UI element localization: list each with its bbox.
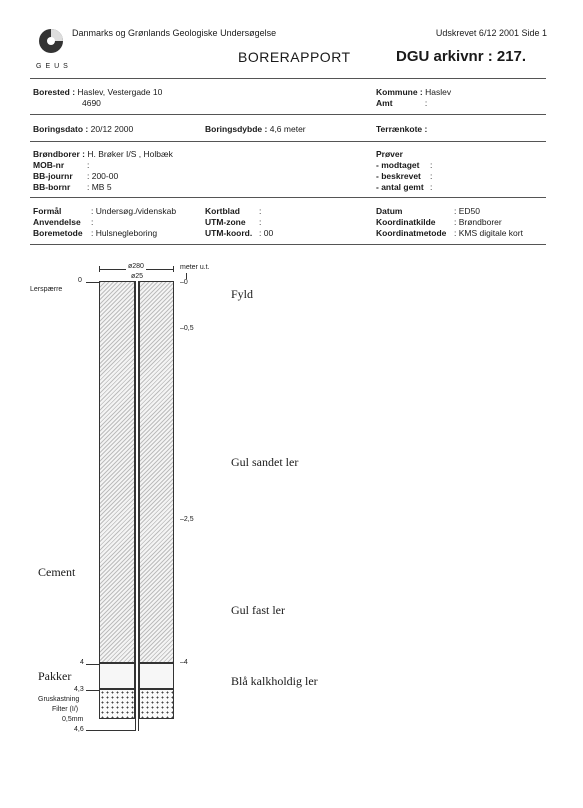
koordinatmetode-row: Koordinatmetode : KMS digitale kort xyxy=(376,228,523,238)
report-title: BORERAPPORT xyxy=(238,49,351,65)
filter-left-column xyxy=(99,689,135,719)
left-depth-4: 4 xyxy=(80,659,84,666)
filter-size-label: 0,5mm xyxy=(62,716,84,723)
mob-row: MOB-nr : xyxy=(33,160,90,170)
left-depth-4-6: 4,6 xyxy=(74,726,84,733)
bornr-row: BB-bornr : MB 5 xyxy=(33,182,112,192)
prover-label: Prøver xyxy=(376,149,403,159)
cement-right-column xyxy=(139,281,174,663)
bracket-end xyxy=(173,266,174,272)
geus-logo-icon xyxy=(38,28,64,54)
divider xyxy=(30,197,546,198)
boringsdybde-row: Boringsdybde : 4,6 meter xyxy=(205,124,306,134)
layer-gul-fast-ler: Gul fast ler xyxy=(231,603,285,617)
formal-row: Formål : Undersøg./videnskab xyxy=(33,206,177,216)
tick xyxy=(86,664,99,665)
antal-gemt-row: - antal gemt : xyxy=(376,182,433,192)
organisation-name: Danmarks og Grønlands Geologiske Undersøgelse xyxy=(72,28,277,38)
divider xyxy=(30,244,546,245)
logo-text: GEUS xyxy=(36,63,72,70)
datum-row: Datum : ED50 xyxy=(376,206,480,216)
divider xyxy=(30,78,546,79)
boremetode-row: Boremetode : Hulsnegleboring xyxy=(33,228,158,238)
terraenkote-row: Terrænkote : xyxy=(376,124,428,134)
scale-tick-0: –0 xyxy=(180,279,188,286)
cement-left-column xyxy=(99,281,135,663)
borested-row: Borested : Haslev, Vestergade 10 xyxy=(33,87,163,97)
kommune-row: Kommune : Haslev xyxy=(376,87,452,97)
amt-row: Amt : xyxy=(376,98,428,108)
layer-bla-kalkholdig-ler: Blå kalkholdig ler xyxy=(231,674,318,688)
filter-label: Filter (I/) xyxy=(52,706,79,713)
brondborer-row: Brøndborer : H. Brøker I/S , Holbæk xyxy=(33,149,173,159)
layer-gul-sandet-ler: Gul sandet ler xyxy=(231,455,299,469)
inner-diameter-label: ø25 xyxy=(131,273,144,280)
layer-fyld: Fyld xyxy=(231,287,254,301)
journr-row: BB-journr : 200-00 xyxy=(33,171,119,181)
left-depth-0: 0 xyxy=(78,277,82,284)
scale-tick-0-5: –0,5 xyxy=(180,325,194,332)
archive-number: DGU arkivnr : 217. xyxy=(396,48,527,65)
pakker-left-column xyxy=(99,663,135,689)
modtaget-row: - modtaget : xyxy=(376,160,433,170)
utm-zone-row: UTM-zone : xyxy=(205,217,262,227)
pakker-right-column xyxy=(139,663,174,689)
utm-koord-row: UTM-koord. : 00 xyxy=(205,228,274,238)
postnr: 4690 xyxy=(82,98,101,108)
print-info: Udskrevet 6/12 2001 Side 1 xyxy=(435,28,547,38)
tick xyxy=(86,282,99,283)
outer-diameter-label: ø280 xyxy=(128,263,144,270)
gruskastning-label: Gruskastning xyxy=(38,696,80,703)
left-depth-4-3: 4,3 xyxy=(74,686,84,693)
divider xyxy=(30,141,546,142)
casing-pipe xyxy=(135,281,139,731)
cement-label: Cement xyxy=(38,565,76,579)
divider xyxy=(30,114,546,115)
kortblad-row: Kortblad : xyxy=(205,206,262,216)
scale-tick-2-5: –2,5 xyxy=(180,516,194,523)
tick xyxy=(86,730,136,731)
anvendelse-row: Anvendelse : xyxy=(33,217,94,227)
meter-label: meter u.t. xyxy=(180,264,210,271)
scale-tick-4: –4 xyxy=(180,659,188,666)
beskrevet-row: - beskrevet : xyxy=(376,171,433,181)
pakker-label: Pakker xyxy=(38,669,72,683)
tick xyxy=(86,690,99,691)
filter-right-column xyxy=(139,689,174,719)
koordinatkilde-row: Koordinatkilde : Brøndborer xyxy=(376,217,502,227)
bracket-end xyxy=(99,266,100,272)
lerspaerre-label: Lerspærre xyxy=(30,286,63,293)
boringsdato-row: Boringsdato : 20/12 2000 xyxy=(33,124,134,134)
